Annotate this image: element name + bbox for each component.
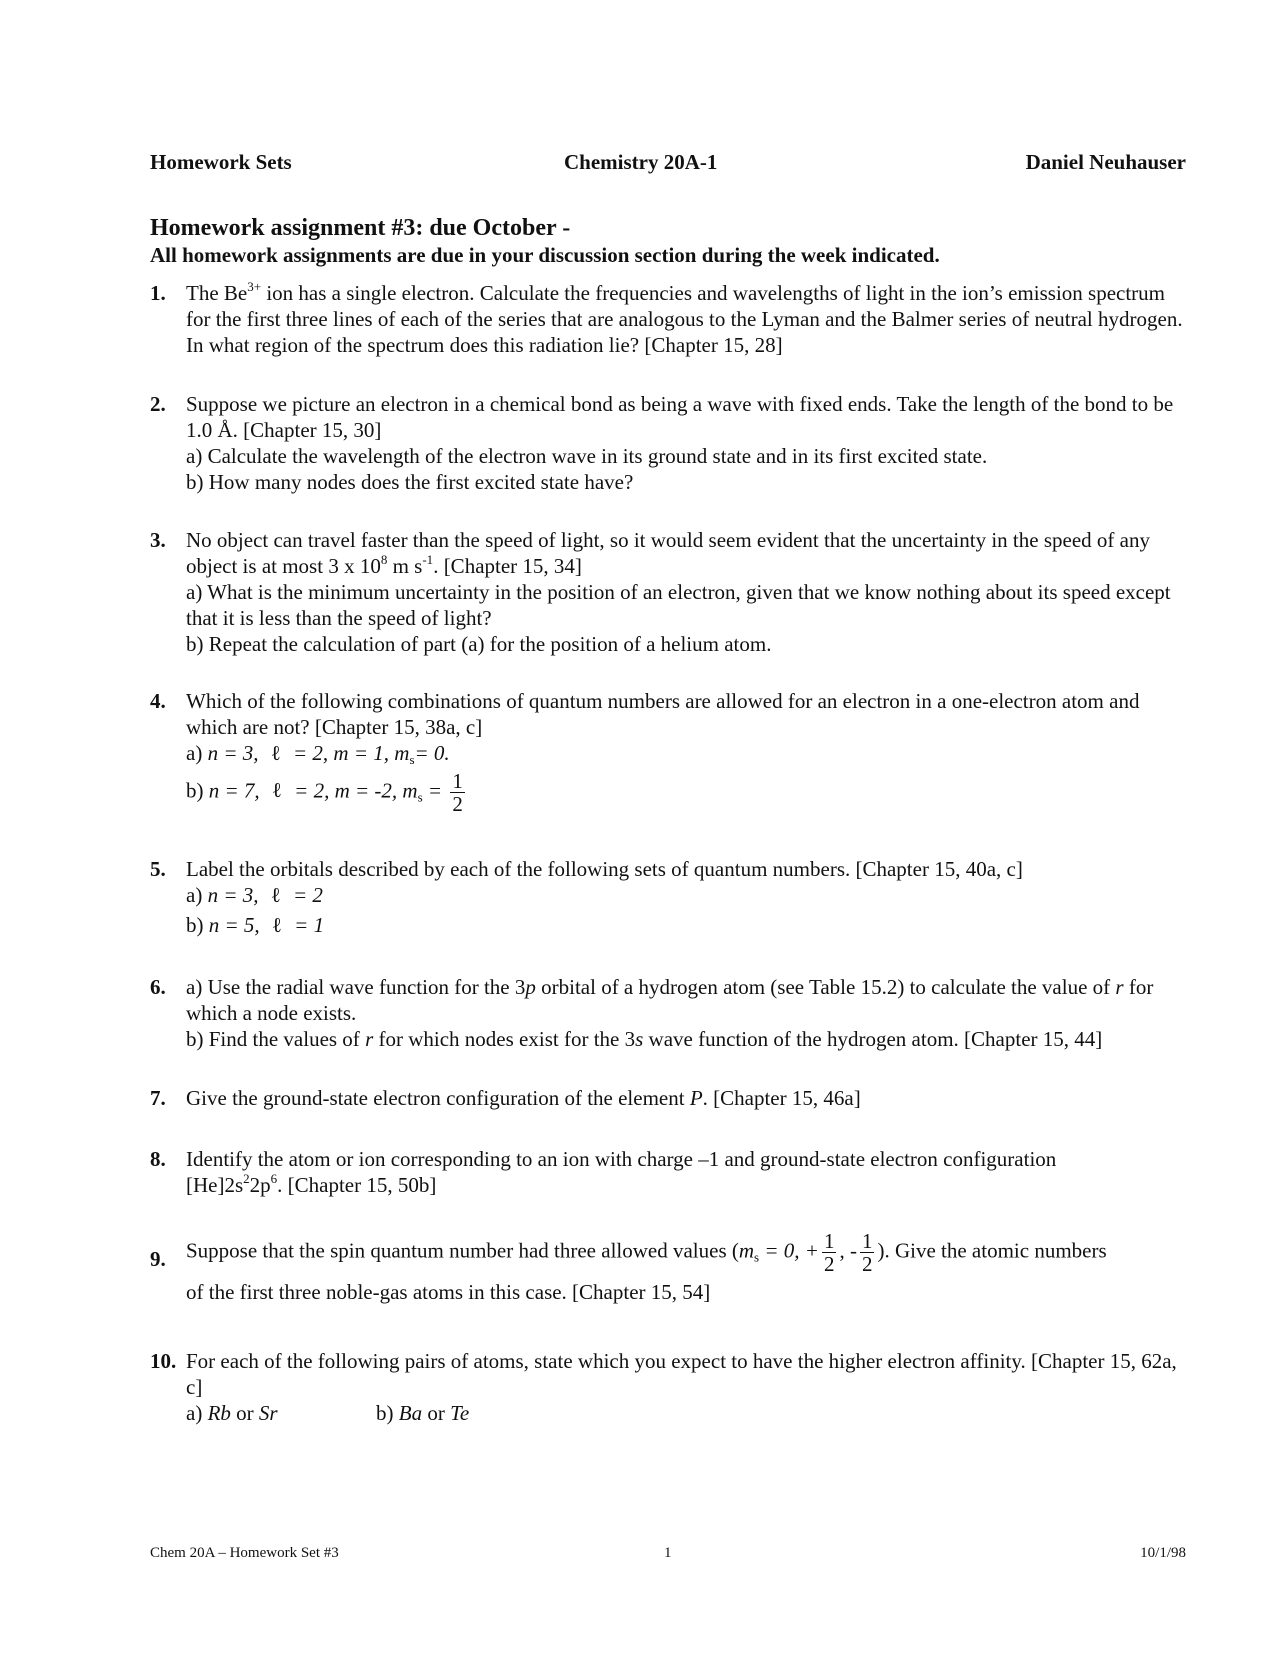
problem-number: 10. [150,1349,177,1373]
problem-2 [150,391,1190,495]
assignment-title: Homework assignment #3: due October - [150,215,571,241]
problem-number: 4. [150,689,166,713]
footer-left: Chem 20A – Homework Set #3 [150,1545,339,1561]
problem-text: Suppose that the spin quantum number had three allowed values ($m_s = 0$, + $\frac{1}{2}$ , - $\frac{1}{2}$ ). Give the atomic numbers [186,1229,1107,1276]
problem-part-a: a) n = 3, ℓ = 2, m = 1, $m_s= 0$. [186,741,450,767]
problem-10 [150,1348,1190,1426]
problem-text: Give the ground-state electron configuration of the element [186,1086,690,1110]
problem-number: 6. [150,975,166,999]
problem-text: . [Chapter 15, 34] [433,554,582,578]
problem-text: of the first three noble-gas atoms in this case. [Chapter 15, 54] [186,1280,711,1304]
problem-number: 2. [150,392,166,416]
element-symbol: P [689,1086,703,1110]
problem-part-b: b) n = 7, ℓ = 2, m = -2, $m_s$ = $\frac{1}{2}$ [186,769,463,816]
assignment-note: All homework assignments are due in your discussion section during the week indicated. [150,243,940,267]
superscript: 3+ [247,279,262,294]
problem-text: Label the orbitals described by each of the following sets of quantum numbers. [Chapter 15, 40a, c] [186,857,1023,881]
problem-part-b: b) Repeat the calculation of part (a) for the position of a helium atom. [186,632,772,656]
problem-8 [150,1146,1190,1198]
problem-number: 7. [150,1086,166,1110]
header-instructor: Daniel Neuhauser [1025,150,1186,174]
problem-part-b: b) n = 5, ℓ = 1 [186,913,325,937]
ell-symbol: ℓ [272,913,281,937]
problem-7 [150,1085,1190,1111]
problem-number: 5. [150,857,166,881]
problem-text: No object can travel faster than the speed of light, so it would seem evident that the uncertainty in the speed of any object is at most 3 x 10 [186,528,1150,578]
problem-text: Which of the following combinations of quantum numbers are allowed for an electron in a one-electron atom and which are not? [Chapter 15, 38a, c] [186,689,1140,739]
fraction: $\frac{1}{2}$ [452,769,463,816]
page-header [150,150,1186,180]
problem-part-b: b) How many nodes does the first excited state have? [186,470,634,494]
problem-number: 9. [150,1247,166,1271]
superscript: 8 [380,552,388,567]
ell-symbol: ℓ [272,778,281,803]
problem-text: For each of the following pairs of atoms, state which you expect to have the higher electron affinity. [Chapter 15, 62a, c] [186,1349,1177,1399]
page-number: 1 [664,1545,672,1561]
problem-part-a: a) Calculate the wavelength of the electron wave in its ground state and in its first excited state. [186,444,988,468]
header-left: Homework Sets [150,150,292,174]
problem-3 [150,527,1190,657]
problem-6 [150,974,1190,1052]
problem-part-b: b) Find the values of r for which nodes exist for the 3s wave function of the hydrogen atom. [Chapter 15, 44] [186,1027,1103,1051]
superscript: -1 [422,552,434,567]
problem-text: Suppose we picture an electron in a chemical bond as being a wave with fixed ends. Take the length of the bond to be 1.0 Å. [Chapter 15, 30] [186,392,1174,442]
fraction: $\frac{1}{2}$ [823,1229,835,1276]
problem-number: 3. [150,528,166,552]
assignment-title-block [150,214,1190,268]
fraction: $\frac{1}{2}$ [861,1229,873,1276]
problem-part-a: a) n = 3, ℓ = 2 [186,883,323,907]
header-course: Chemistry 20A-1 [564,150,718,174]
problem-number: 8. [150,1147,166,1171]
problem-9 [150,1230,1190,1305]
problem-text: Identify the atom or ion corresponding to an ion with charge –1 and ground-state electron configuration [186,1147,1057,1171]
problem-5 [150,856,1190,938]
ell-symbol: ℓ [271,883,280,907]
problem-number: 1. [150,281,166,305]
electron-configuration: $[He]2s^22p^6$. [Chapter 15, 50b] [186,1171,437,1197]
problem-1 [150,280,1190,358]
problem-text: The Be [186,281,248,305]
problem-text: ion has a single electron. Calculate the frequencies and wavelengths of light in the ion’s emission spectrum for the first three lines of each of the series that are analogous to the Lyman and the Balmer series of neutral hydrogen. In what region of the spectrum does this radiation lie? [Chapter 15, 28] [186,281,1183,357]
problem-text: . [Chapter 15, 46a] [702,1086,861,1110]
problem-text: m s [387,554,423,578]
footer-date: 10/1/98 [1140,1545,1186,1561]
ell-symbol: ℓ [271,741,280,765]
problem-part-a: a) What is the minimum uncertainty in the position of an electron, given that we know nothing about its speed except that it is less than the speed of light? [186,580,1171,630]
problem-4 [150,688,1190,815]
problem-parts: a) Rb or Sr b) Ba or Te [186,1401,470,1425]
problem-part-a: a) Use the radial wave function for the 3p orbital of a hydrogen atom (see Table 15.2) to calculate the value of r for which a node exists. [186,975,1154,1025]
